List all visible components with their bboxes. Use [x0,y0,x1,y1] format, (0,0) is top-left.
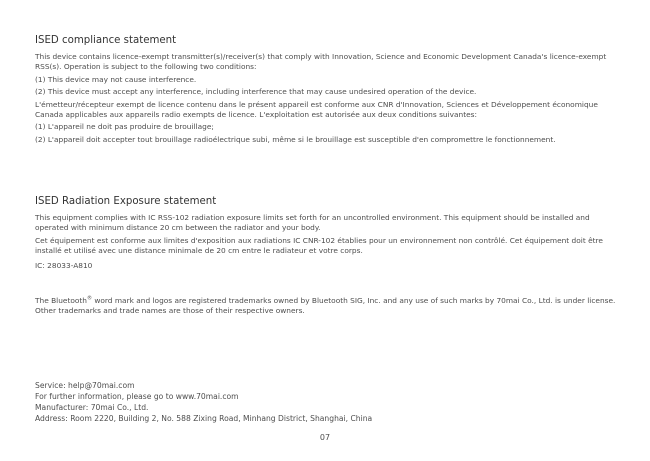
bluetooth-trademark-text [35,296,617,317]
ised-radiation-section [35,195,617,273]
ised-compliance-intro: This device contains licence-exempt transmitter(s)/receiver(s) that comply with Innovation, Science and Economic Development Canada's licence-exempt RSS(s). Operation is subject to the following two conditions: [35,52,607,72]
ised-compliance-condition-1: (1) This device may not cause interference. [35,74,197,84]
bluetooth-brand: The Bluetooth [35,296,87,305]
further-info-website: For further information, please go to www.70mai.com [35,392,239,401]
ised-compliance-intro-fr: L'émetteur/récepteur exempt de licence contenu dans le présent appareil est conforme aux CNR d'Innovation, Sciences et Développement économique Canada applicables aux appareils radio exempts de licence. L'exploitation est autorisée aux deux conditions suivantes: [35,99,598,120]
ised-compliance-heading: ISED compliance statement [35,35,177,46]
page-number: 07 [319,433,331,442]
bluetooth-trademark-section [35,296,617,319]
service-email: Service: help@70mai.com [35,381,135,390]
ised-radiation-heading: ISED Radiation Exposure statement [35,196,217,207]
manufacturer: Manufacturer: 70mai Co., Ltd. [35,403,149,412]
ised-compliance-condition-2-fr: (2) L'appareil doit accepter tout brouillage radioélectrique subi, même si le brouillage est susceptible d'en compromettre le fonctionnement. [35,134,556,144]
address: Address: Room 2220, Building 2, No. 588 Zixing Road, Minhang District, Shanghai, China [35,414,373,423]
registered-mark: ® [86,295,92,302]
ised-radiation-text-en: This equipment complies with IC RSS-102 radiation exposure limits set forth for an uncontrolled environment. This equipment should be installed and operated with minimum distance 20 cm between the radiator and your body. [35,213,590,233]
ised-compliance-condition-1-fr: (1) L'appareil ne doit pas produire de brouillage; [35,122,214,132]
ised-compliance-condition-2: (2) This device must accept any interference, including interference that may cause undesired operation of the device. [35,87,477,97]
ised-compliance-section [35,34,617,147]
ic-number: IC: 28033-A810 [35,260,93,270]
contact-footer [35,380,617,424]
bluetooth-trademark-body: word mark and logos are registered trademarks owned by Bluetooth SIG, Inc. and any use of such marks by 70mai Co., Ltd. is under license. Other trademarks and trade names are those of their respective owners. [35,296,616,316]
ised-radiation-text-fr: Cet équipement est conforme aux limites d'exposition aux radiations IC CNR-102 établies pour un environnement non contrôlé. Cet équipement doit être installé et utilisé avec une distance minimale de 20 cm entre le radiateur et votre corps. [35,235,603,256]
